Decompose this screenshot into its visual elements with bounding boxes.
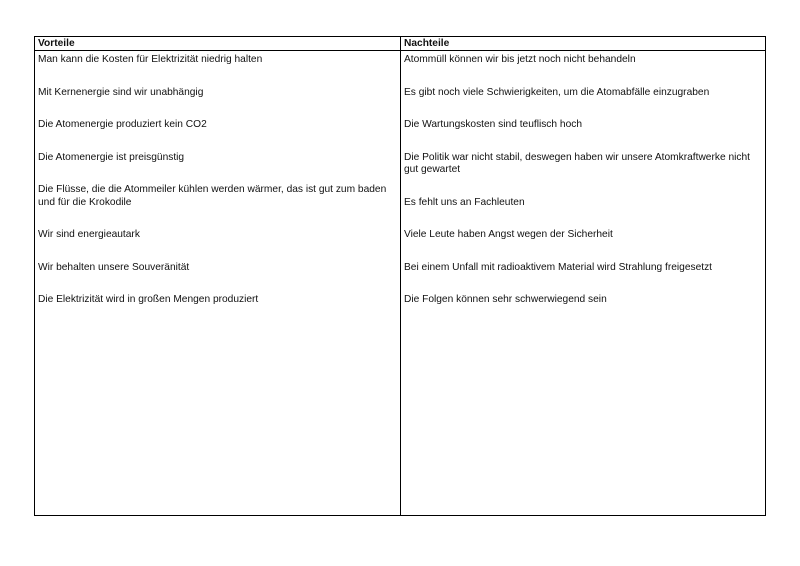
- pros-list: [35, 51, 400, 327]
- pros-item: Die Flüsse, die die Atommeiler kühlen werden wärmer, das ist gut zum baden und für die Krokodile: [38, 184, 387, 208]
- cons-item: Viele Leute haben Angst wegen der Sicherheit: [404, 229, 613, 240]
- cons-header: Nachteile: [401, 37, 765, 51]
- pros-item: Die Atomenergie ist preisgünstig: [38, 151, 185, 163]
- cons-item: Bei einem Unfall mit radioaktivem Material wird Strahlung freigesetzt: [404, 261, 713, 273]
- pros-header: Vorteile: [35, 37, 400, 51]
- pros-cons-table: [34, 36, 766, 516]
- pros-item: Die Atomenergie produziert kein CO2: [38, 119, 207, 130]
- pros-item: Man kann die Kosten für Elektrizität niedrig halten: [38, 54, 263, 65]
- pros-item: Die Elektrizität wird in großen Mengen produziert: [38, 294, 259, 305]
- cons-column: [401, 37, 765, 515]
- pros-column: [35, 37, 401, 515]
- cons-item: Die Wartungskosten sind teuflisch hoch: [404, 119, 582, 130]
- pros-item: Wir behalten unsere Souveränität: [38, 261, 190, 273]
- cons-item: Die Folgen können sehr schwerwiegend sein: [404, 294, 607, 305]
- cons-item: Es gibt noch viele Schwierigkeiten, um die Atomabfälle einzugraben: [404, 86, 710, 98]
- cons-item: Die Politik war nicht stabil, deswegen haben wir unsere Atomkraftwerke nicht gut gewartet: [404, 151, 750, 175]
- pros-item: Wir sind energieautark: [38, 229, 140, 240]
- cons-item: Es fehlt uns an Fachleuten: [404, 196, 525, 208]
- cons-item: Atommüll können wir bis jetzt noch nicht behandeln: [404, 54, 636, 65]
- cons-list: [401, 51, 765, 327]
- pros-item: Mit Kernenergie sind wir unabhängig: [38, 86, 204, 98]
